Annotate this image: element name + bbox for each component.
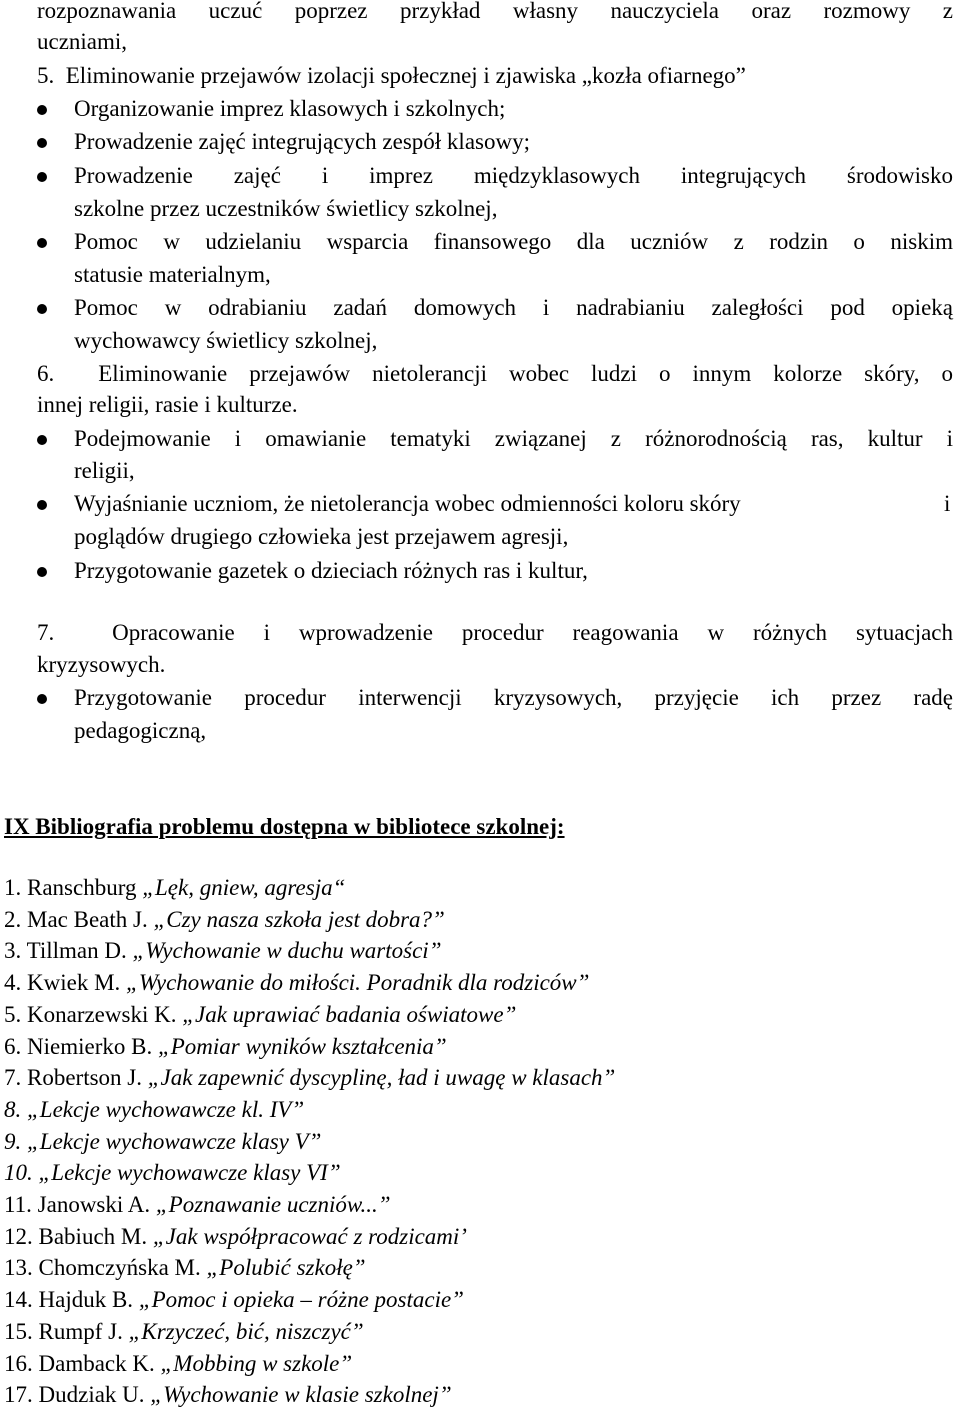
bibliography-number: 11. — [4, 1192, 38, 1217]
bullet-icon — [37, 172, 47, 182]
bibliography-number: 6. — [4, 1033, 27, 1059]
bibliography-item — [4, 1380, 452, 1410]
bibliography-item — [4, 1000, 516, 1030]
bibliography-item — [4, 1127, 321, 1157]
bibliography-number: 7. — [4, 1065, 27, 1091]
bibliography-number: 15. — [4, 1318, 39, 1344]
bibliography-author: Babiuch M. — [38, 1223, 153, 1249]
bibliography-title: „Polubić szkołę” — [206, 1255, 366, 1281]
bibliography-title: „Jak zapewnić dyscyplinę, ład i uwagę w klasach” — [147, 1065, 616, 1091]
bibliography-number: 8. — [4, 1096, 27, 1122]
section-number: 5. — [37, 63, 55, 88]
bullet-icon — [37, 238, 47, 248]
list-item — [74, 489, 953, 519]
bibliography-number: 16. — [4, 1350, 39, 1376]
bibliography-title: „Poznawanie uczniów...” — [155, 1192, 391, 1217]
list-item: Prowadzenie zajęć i imprez międzyklasowych integrujących środowisko — [74, 163, 953, 188]
bibliography-author: Niemierko B. — [27, 1033, 158, 1059]
bullet-icon — [37, 138, 47, 148]
bibliography-title: „Lekcje wychowawcze kl. IV” — [27, 1096, 305, 1122]
bibliography-title: „Lekcje wychowawcze klasy V” — [27, 1128, 322, 1154]
bibliography-number: 5. — [4, 1001, 27, 1027]
bibliography-author: Chomczyńska M. — [38, 1255, 207, 1281]
bibliography-author: Hajduk B. — [38, 1287, 139, 1313]
bibliography-heading: IX Bibliografia problemu dostępna w bibliotece szkolnej: — [4, 814, 565, 839]
section-heading-5 — [37, 61, 953, 91]
bibliography-number: 10. — [4, 1160, 39, 1186]
section-heading-7 — [37, 618, 953, 648]
bibliography-title: „Krzyczeć, bić, niszczyć” — [128, 1318, 364, 1344]
list-item-continuation: wychowawcy świetlicy szkolnej, — [74, 328, 378, 353]
bibliography-author: Janowski A. — [37, 1192, 156, 1217]
bibliography-item — [4, 1158, 341, 1188]
bibliography-item — [4, 1095, 304, 1125]
bibliography-item — [4, 968, 589, 998]
bibliography-title: „Lekcje wychowawcze klasy VI” — [38, 1160, 341, 1186]
list-item: Przygotowanie gazetek o dzieciach różnych ras i kultur, — [74, 558, 588, 583]
bullet-icon — [37, 105, 47, 115]
list-item-continuation: szkolne przez uczestników świetlicy szkolnej, — [74, 196, 498, 221]
bibliography-title: „Wychowanie w duchu wartości” — [132, 938, 442, 964]
bibliography-item — [4, 1317, 364, 1347]
bibliography-number: 12. — [4, 1223, 39, 1249]
bullet-icon — [37, 435, 47, 445]
section-number: 7. — [37, 620, 55, 645]
bibliography-title: „Mobbing w szkole” — [160, 1350, 353, 1376]
bibliography-item — [4, 1253, 366, 1283]
bibliography-title: „Wychowanie w klasie szkolnej” — [150, 1382, 452, 1408]
bibliography-title: „Jak uprawiać badania oświatowe” — [182, 1001, 517, 1027]
list-item: Pomoc w udzielaniu wsparcia finansowego dla uczniów z rodzin o niskim — [74, 229, 953, 254]
bibliography-number: 9. — [4, 1128, 27, 1154]
bibliography-number: 17. — [4, 1382, 39, 1408]
list-item: Podejmowanie i omawianie tematyki związanej z różnorodnością ras, kultur i — [74, 426, 953, 451]
bibliography-author: Konarzewski K. — [27, 1001, 183, 1027]
bullet-icon — [37, 500, 47, 510]
section-heading-6 — [37, 359, 953, 389]
bibliography-author: Tillman D. — [26, 938, 133, 964]
bibliography-item — [4, 1285, 464, 1315]
bibliography-title: „Pomiar wyników kształcenia” — [157, 1033, 447, 1059]
list-item-continuation: statusie materialnym, — [74, 262, 271, 287]
bullet-icon — [37, 304, 47, 314]
bibliography-item — [4, 873, 345, 903]
list-item-continuation: pedagogiczną, — [74, 718, 207, 743]
bullet-icon — [37, 694, 47, 704]
bibliography-author: Mac Beath J. — [27, 906, 154, 932]
bibliography-item — [4, 1032, 447, 1062]
bibliography-author: Robertson J. — [27, 1065, 148, 1091]
bibliography-number: 13. — [4, 1255, 39, 1281]
bibliography-author: Rumpf J. — [38, 1318, 129, 1344]
section-title-continuation: kryzysowych. — [37, 652, 166, 677]
bibliography-title: „Lęk, gniew, agresja“ — [142, 875, 346, 900]
bibliography-item — [4, 1063, 615, 1093]
bibliography-item — [4, 905, 445, 935]
section-title: Eliminowanie przejawów nietolerancji wobec ludzi o innym kolorze skóry, o — [98, 361, 954, 386]
list-item: Prowadzenie zajęć integrujących zespół klasowy; — [74, 129, 530, 154]
bullet-icon — [37, 567, 47, 577]
bibliography-author: Kwiek M. — [27, 970, 127, 996]
section-number: 6. — [37, 361, 55, 386]
list-item: Organizowanie imprez klasowych i szkolnych; — [74, 96, 506, 121]
bibliography-item — [4, 1349, 352, 1379]
bibliography-number: 14. — [4, 1287, 39, 1313]
list-item: Przygotowanie procedur interwencji kryzysowych, przyjęcie ich przez radę — [74, 685, 953, 710]
bibliography-author: Ranschburg — [27, 875, 143, 900]
bibliography-number: 1. — [4, 875, 27, 900]
list-item-trailing-word: i — [944, 491, 951, 516]
bibliography-title: „Jak współpracować z rodzicami’ — [152, 1223, 467, 1249]
bibliography-number: 4. — [4, 970, 27, 996]
section-title: Opracowanie i wprowadzenie procedur reagowania w różnych sytuacjach — [112, 620, 954, 645]
section-title-continuation: innej religii, rasie i kulturze. — [37, 392, 298, 417]
list-item: Pomoc w odrabianiu zadań domowych i nadrabianiu zaległości pod opieką — [74, 295, 953, 320]
bibliography-title: „Czy nasza szkoła jest dobra?” — [153, 906, 445, 932]
paragraph-line: uczniami, — [37, 29, 128, 54]
bibliography-title: „Wychowanie do miłości. Poradnik dla rodziców” — [126, 970, 590, 996]
list-item-text: Wyjaśnianie uczniom, że nietolerancja wobec odmienności koloru skóry — [74, 491, 741, 516]
bibliography-title: „Pomoc i opieka – różne postacie” — [138, 1287, 464, 1313]
paragraph-line: rozpoznawania uczuć poprzez przykład własny nauczyciela oraz rozmowy z — [37, 0, 953, 23]
list-item-continuation: poglądów drugiego człowieka jest przejawem agresji, — [74, 524, 569, 549]
bibliography-item — [4, 936, 442, 966]
bibliography-item — [4, 1222, 467, 1252]
bibliography-author: Dudziak U. — [38, 1382, 151, 1408]
section-title: Eliminowanie przejawów izolacji społecznej i zjawiska „kozła ofiarnego” — [65, 63, 746, 88]
bibliography-number: 3. — [4, 938, 27, 964]
bibliography-item — [4, 1190, 391, 1220]
bibliography-number: 2. — [4, 906, 27, 932]
list-item-continuation: religii, — [74, 458, 135, 483]
bibliography-author: Damback K. — [38, 1350, 161, 1376]
